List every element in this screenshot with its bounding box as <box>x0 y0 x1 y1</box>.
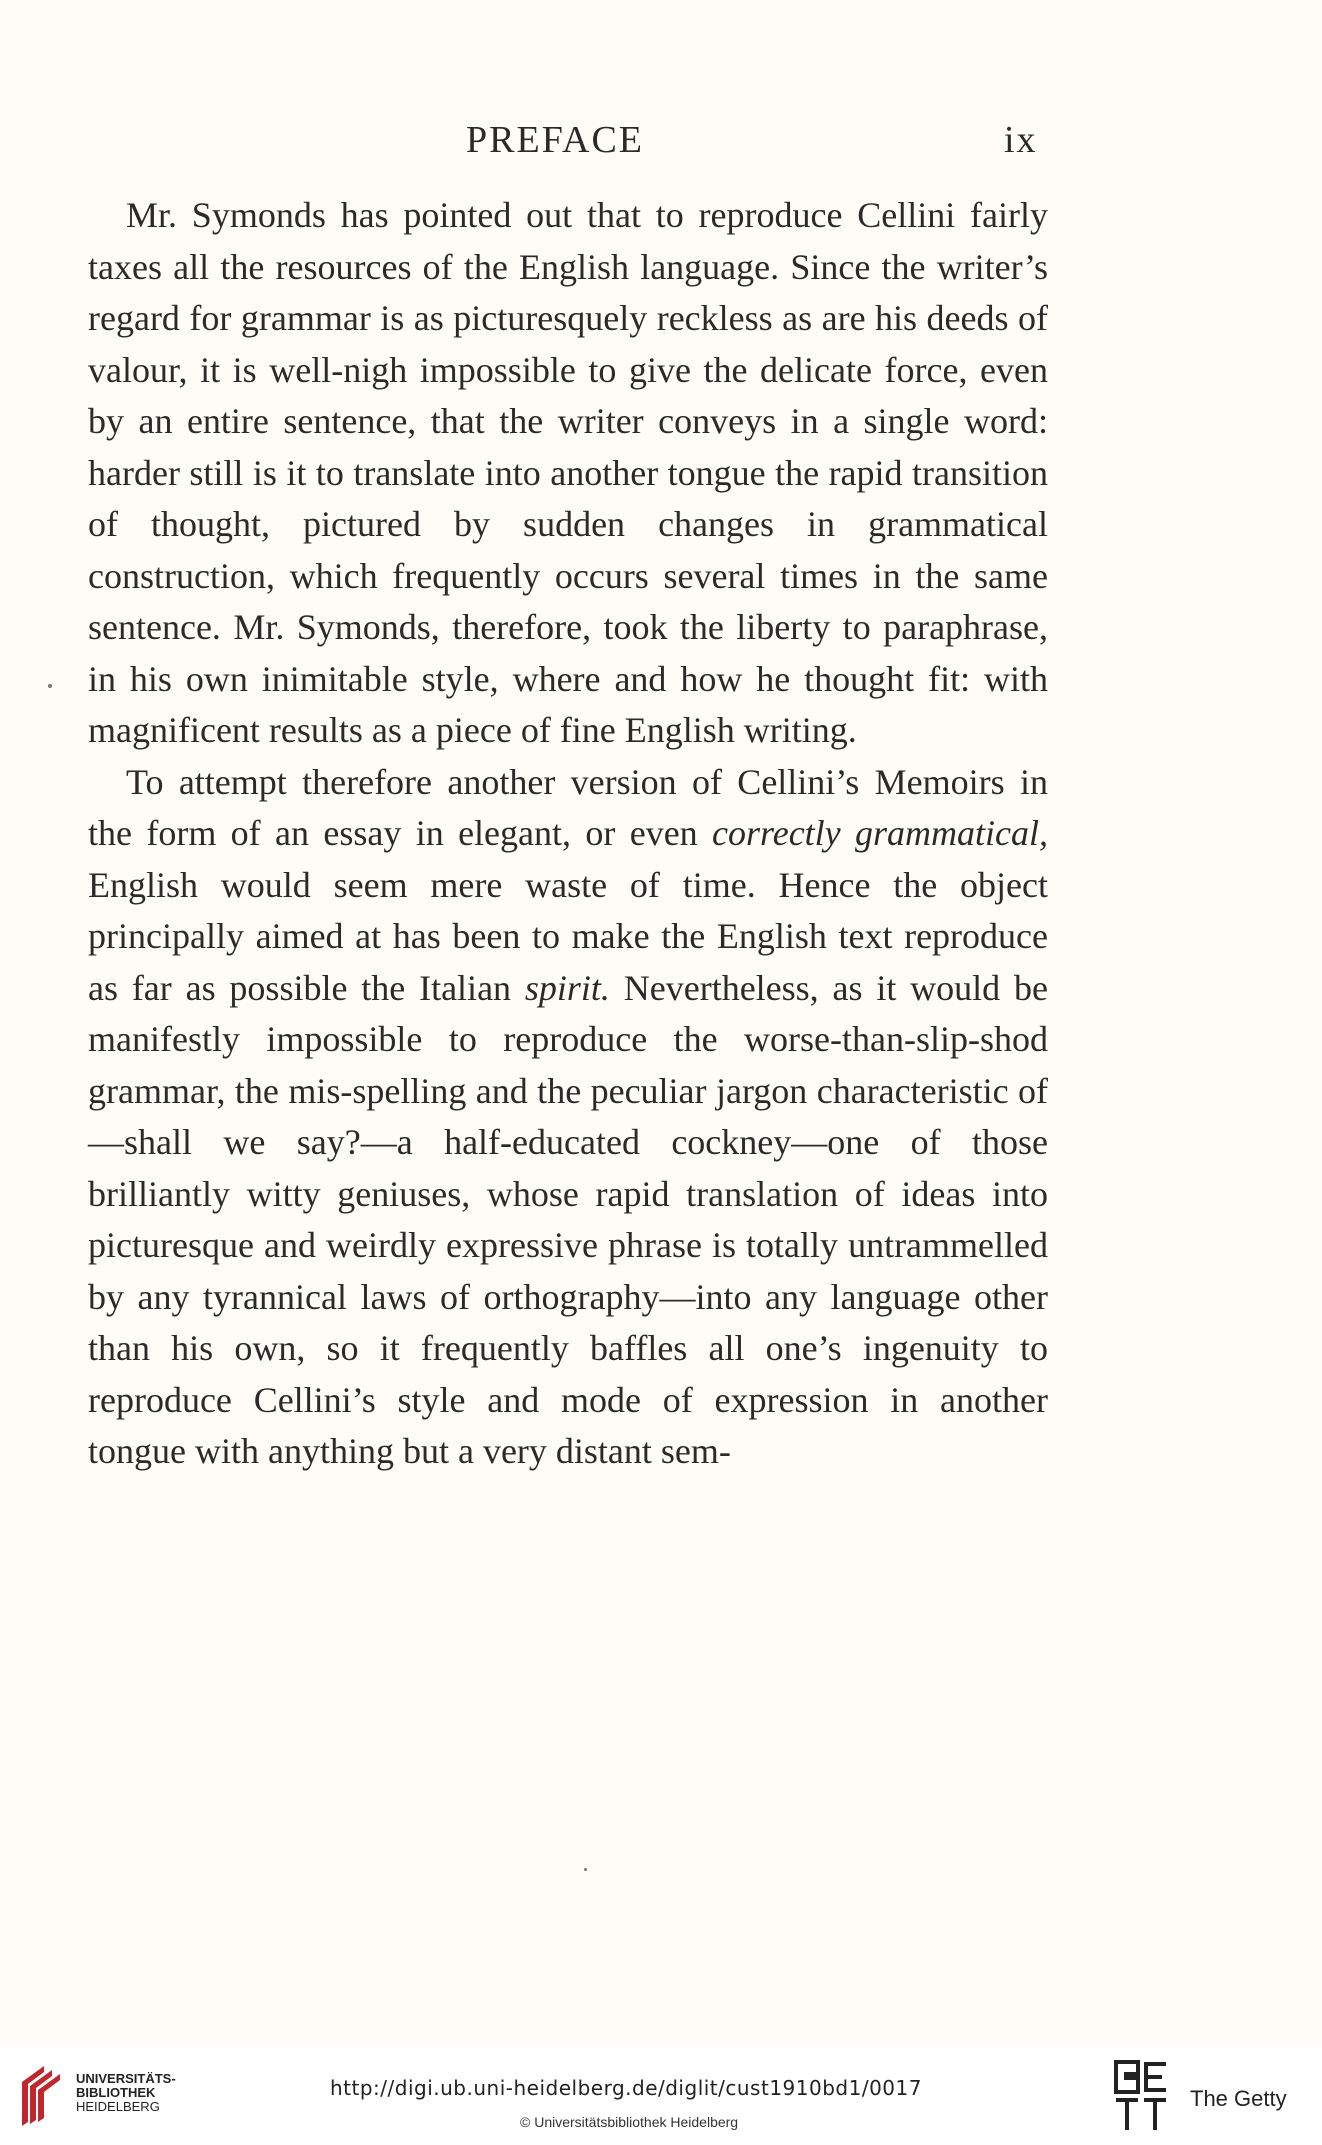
running-head-title: PREFACE <box>466 119 645 161</box>
digitization-footer <box>0 2046 1322 2145</box>
text-run: Mr. Symonds has pointed out that to reproduce Cellini fairly taxes all the resources of the English language. Since the writer’s regard for grammar is as picturesquely reckless as are his deeds of valour, it is well-nigh impossible to give the delicate force, even by an entire sentence, that the writer conveys in a single word: harder still is it to translate into another tongue the rapid transition of thought, pictured by sudden changes in grammatical construction, which frequently occurs several times in the same sentence. Mr. Symonds, therefore, took the liberty to paraphrase, in his own inimitable style, where and how he thought fit: with magnificent results as a piece of fine English writing. <box>88 195 1048 750</box>
scan-speck <box>48 684 52 688</box>
scan-speck <box>584 1868 587 1871</box>
paragraph <box>88 757 1048 1478</box>
italic-text: spirit. <box>524 967 610 1008</box>
text-run: English would seem mere waste of time. Hence the object principally aimed at has been to make the English text reproduce as far as possible the Italian <box>88 864 1048 1008</box>
library-name: UNIVERSITÄTS- BIBLIOTHEK HEIDELBERG <box>76 2071 176 2114</box>
getty-name: The Getty <box>1190 2086 1287 2111</box>
page-number: ix <box>1004 119 1038 161</box>
italic-text: correctly grammatical, <box>712 813 1048 853</box>
text-run: To attempt therefore another version of Cellini’s Memoirs in the form of an essay in elegant, or even <box>88 761 1048 853</box>
text-run: Nevertheless, as it would be manifestly impossible to reproduce the worse-than-slip-shod grammar, the mis-spelling and the peculiar jargon characteristic of—shall we say?—a half-educated cockney—one of those brilliantly witty geniuses, whose rapid translation of ideas into picturesque and weirdly expressive phrase is totally untrammelled by any tyrannical laws of orthography—into any language other than his own, so it frequently baffles all one’s ingenuity to reproduce Cellini’s style and mode of expression in another tongue with anything but a very distant sem- <box>88 967 1048 1471</box>
copyright-notice: © Universitätsbibliothek Heidelberg <box>520 2114 739 2130</box>
running-head <box>0 118 1322 166</box>
permalink-url[interactable]: http://digi.ub.uni-heidelberg.de/diglit/cust1910bd1/0017 <box>330 2076 922 2100</box>
paragraph <box>88 190 1048 757</box>
body-text <box>88 190 1048 1478</box>
ub-heidelberg-logo-icon <box>14 2060 66 2130</box>
getty-logo-icon <box>1114 2060 1168 2132</box>
